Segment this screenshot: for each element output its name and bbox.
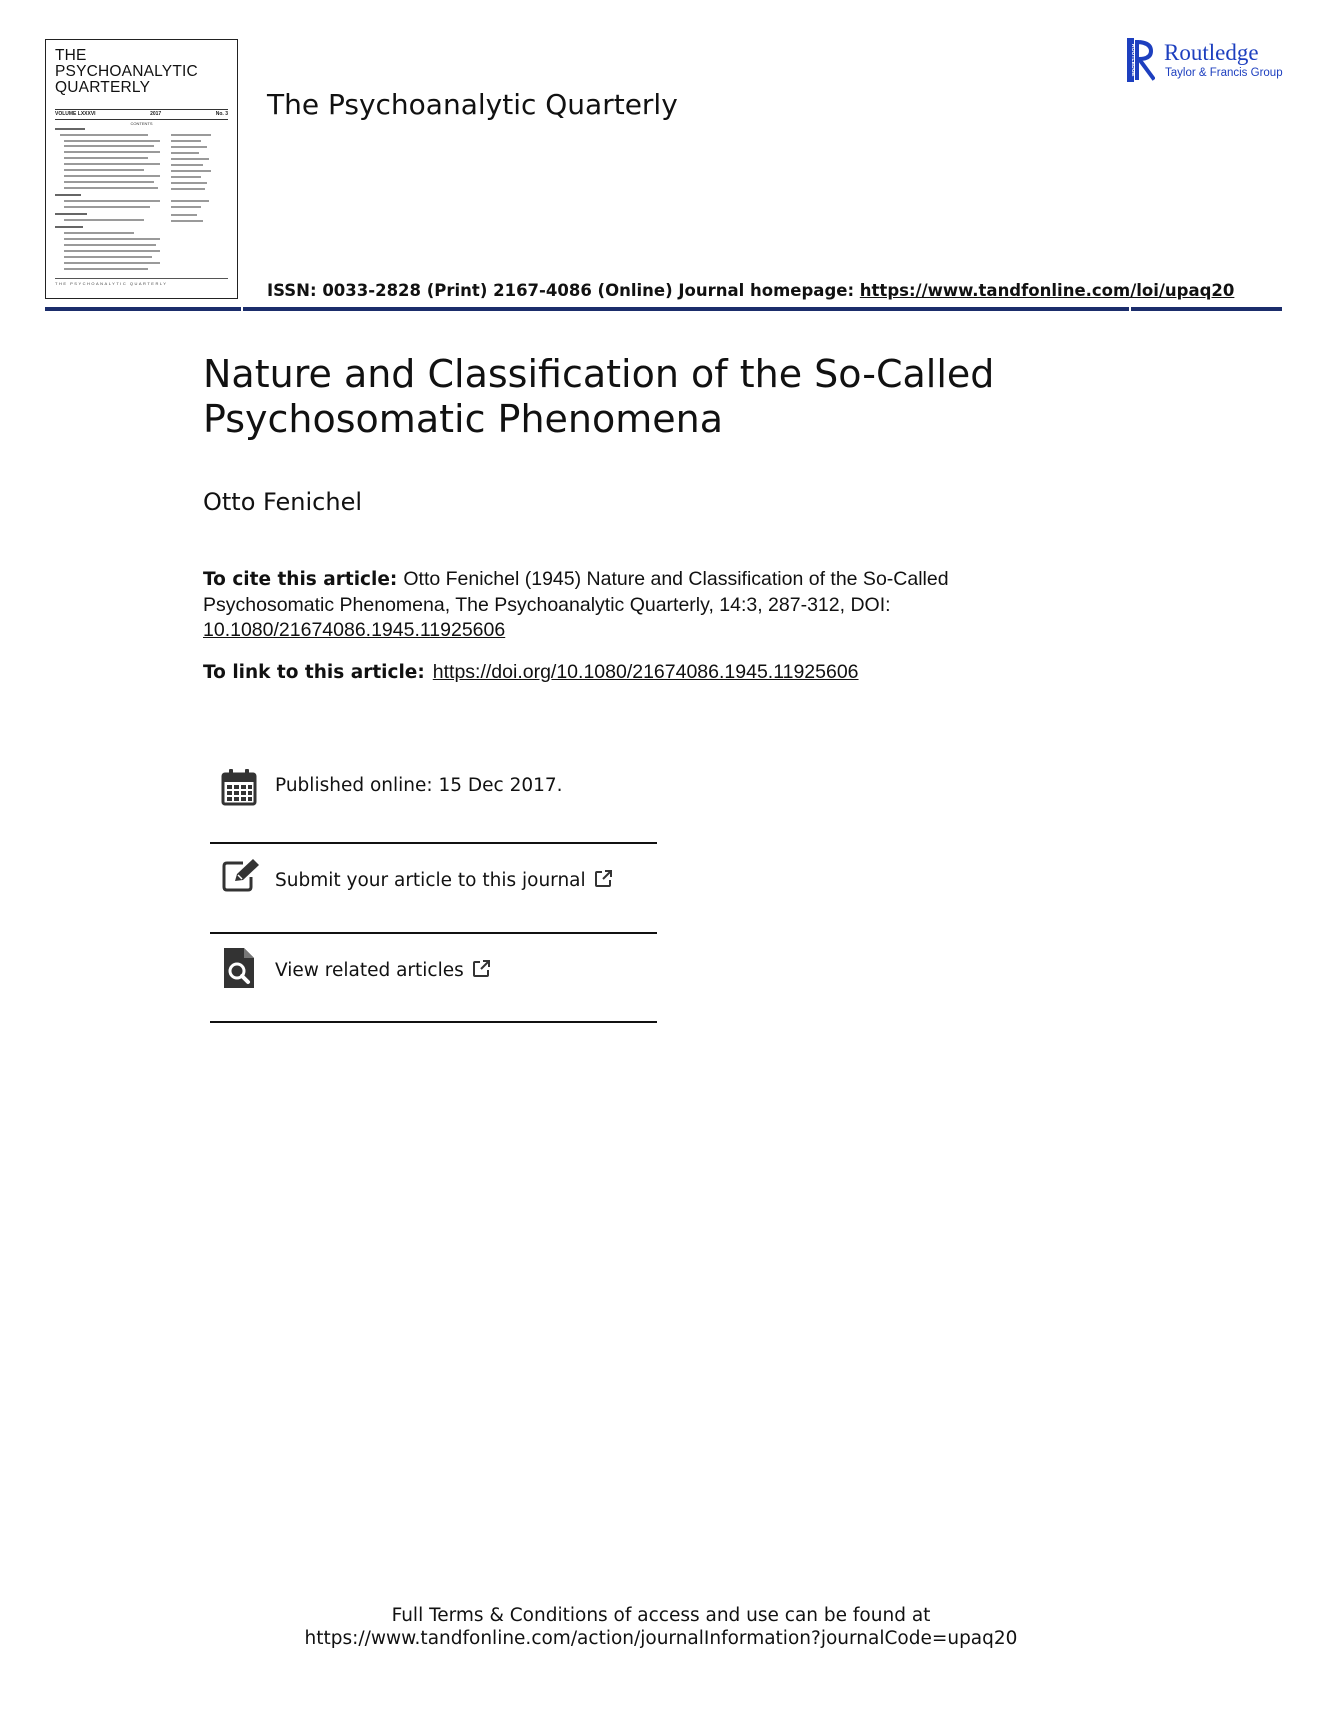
divider (210, 842, 657, 844)
edit-icon (221, 857, 261, 893)
calendar-icon (221, 768, 257, 806)
issn-line (267, 281, 1234, 300)
submit-article-row[interactable] (210, 846, 657, 934)
citation-block (203, 567, 1023, 644)
journal-title: The Psychoanalytic Quarterly (267, 88, 678, 121)
header-rule-center (243, 307, 1129, 311)
publisher-group: Taylor & Francis Group (1165, 67, 1283, 79)
article-doi-link[interactable]: https://doi.org/10.1080/21674086.1945.11925606 (432, 661, 859, 683)
cite-label: To cite this article: (203, 569, 398, 590)
external-link-icon (594, 869, 613, 888)
header-rule-left (45, 307, 241, 311)
article-title-line1: Nature and Classification of the So-Called (203, 352, 995, 396)
divider (210, 1021, 657, 1023)
cover-number: No. 3 (215, 111, 228, 117)
cover-footer: THE PSYCHOANALYTIC QUARTERLY (55, 278, 228, 286)
related-articles-label: View related articles (275, 960, 464, 981)
related-articles-row[interactable] (210, 936, 657, 1022)
cover-volume-bar (55, 109, 228, 120)
routledge-logo (1127, 38, 1287, 84)
cite-text: Otto Fenichel (1945) Nature and Classification of the So-Called Psychosomatic Phenomena, The Psychoanalytic Quarterly, 14:3, 287-312, DOI: (203, 568, 949, 616)
cover-year: 2017 (150, 111, 162, 117)
journal-homepage-link[interactable]: https://www.tandfonline.com/loi/upaq20 (859, 281, 1235, 300)
cite-doi-link[interactable]: 10.1080/21674086.1945.11925606 (203, 619, 506, 641)
article-title (203, 352, 1103, 442)
publisher-name: Routledge (1164, 40, 1259, 65)
published-online: Published online: 15 Dec 2017. (275, 775, 563, 796)
divider (210, 932, 657, 934)
submit-article-label: Submit your article to this journal (275, 870, 586, 891)
link-label: To link to this article: (203, 662, 425, 683)
logo-vertical-text: ROUTLEDGE (1130, 43, 1136, 77)
article-link-line (203, 661, 859, 684)
cover-contents-heading: CONTENTS (130, 121, 153, 126)
terms-url[interactable]: https://www.tandfonline.com/action/journalInformation?journalCode=upaq20 (304, 1628, 1018, 1649)
article-author: Otto Fenichel (203, 488, 362, 516)
issn-text: ISSN: 0033-2828 (Print) 2167-4086 (Online) Journal homepage: (267, 281, 860, 300)
search-document-icon (222, 947, 256, 989)
routledge-r-icon (1127, 38, 1155, 82)
journal-cover-thumbnail (45, 39, 238, 299)
article-title-line2: Psychosomatic Phenomena (203, 397, 724, 441)
cover-volume: VOLUME LXXXVI (55, 111, 96, 117)
header-rule-right (1131, 307, 1282, 311)
external-link-icon (472, 959, 491, 978)
terms-footer (0, 1604, 1322, 1650)
cover-title: THE PSYCHOANALYTIC QUARTERLY (55, 47, 198, 96)
terms-line1: Full Terms & Conditions of access and use can be found at (391, 1605, 931, 1626)
